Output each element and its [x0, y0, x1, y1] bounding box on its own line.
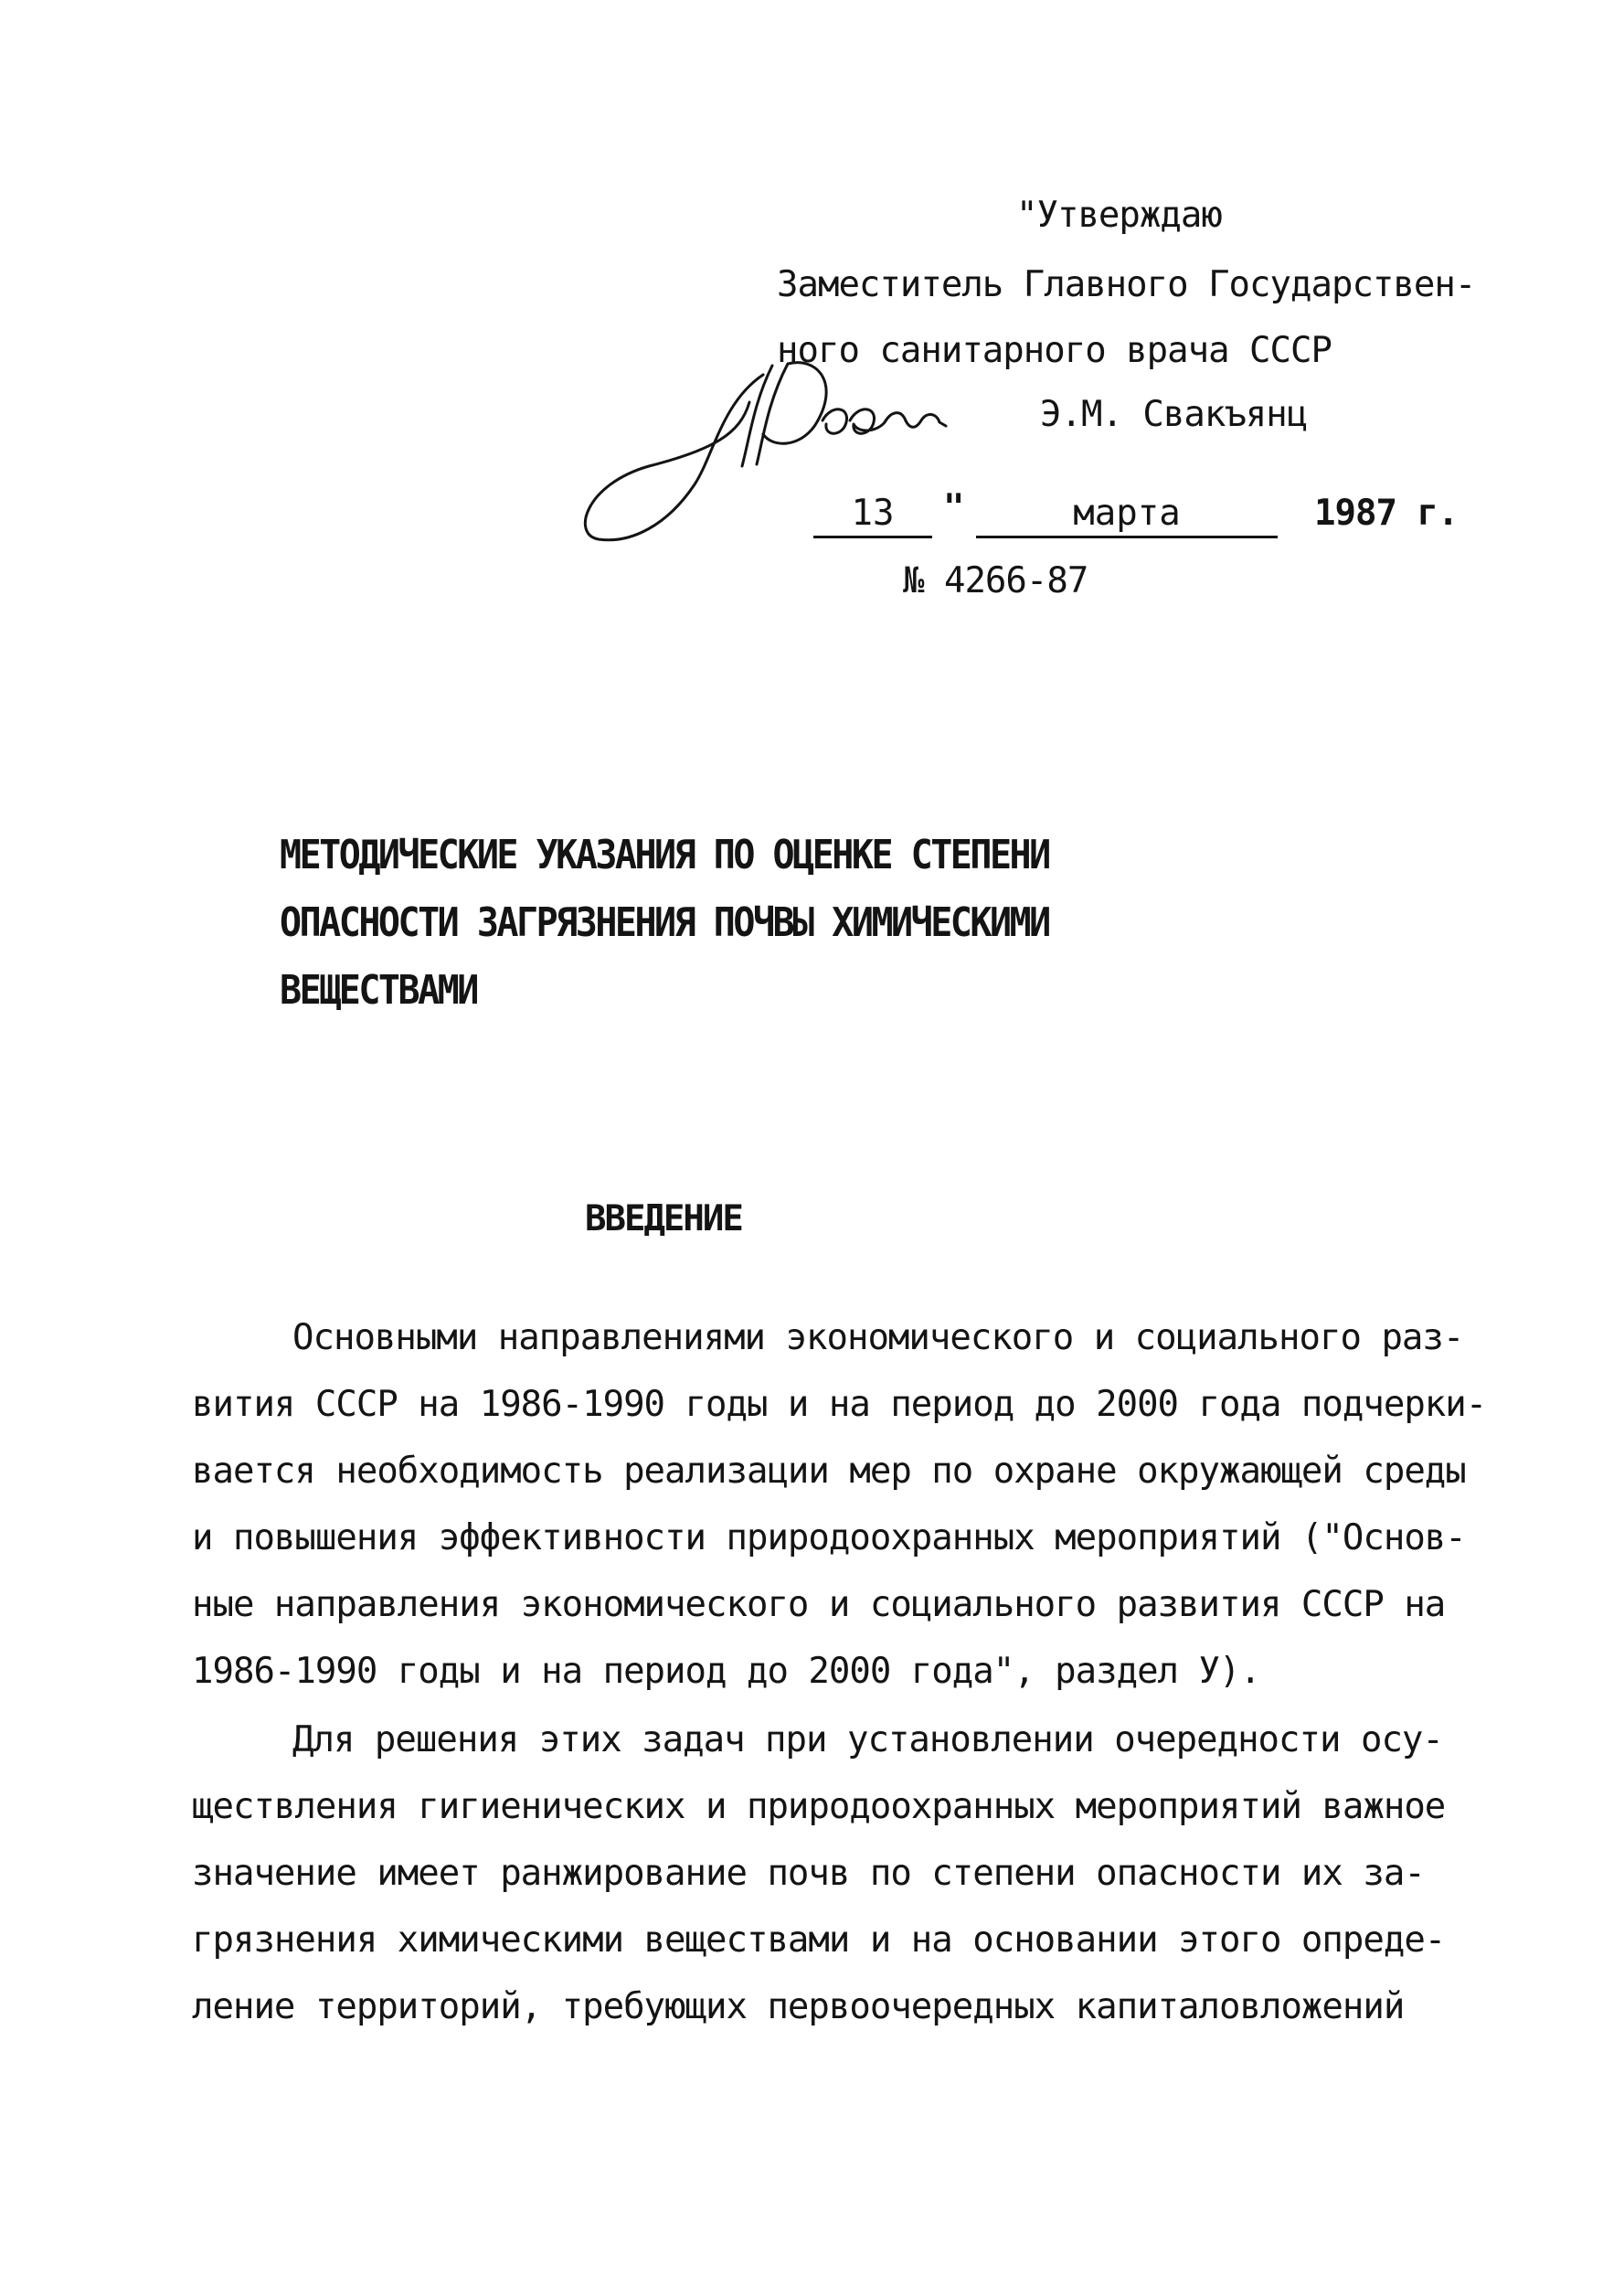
body-line: ные направления экономического и социального развития СССР на [192, 1584, 1446, 1625]
body-line: грязнения химическими веществами и на основании этого опреде- [192, 1919, 1446, 1961]
document-title-line1: МЕТОДИЧЕСКИЕ УКАЗАНИЯ ПО ОЦЕНКЕ СТЕПЕНИ [280, 833, 1049, 878]
body-line: Для решения этих задач при установлении очередности осу- [292, 1719, 1443, 1760]
approval-number: № 4266-87 [903, 560, 1088, 601]
document-title-line3: ВЕЩЕСТВАМИ [280, 968, 477, 1014]
body-line: и повышения эффективности природоохранных мероприятий ("Основ- [192, 1517, 1466, 1558]
document-title-line2: ОПАСНОСТИ ЗАГРЯЗНЕНИЯ ПОЧВЫ ХИМИЧЕСКИМИ [280, 900, 1049, 946]
approval-quote-mark: " [943, 487, 964, 528]
body-line: ществления гигиенических и природоохранных мероприятий важное [192, 1786, 1446, 1827]
approval-day: 13 [813, 492, 932, 538]
section-heading: ВВЕДЕНИЕ [585, 1198, 742, 1239]
handwritten-signature [576, 347, 1014, 567]
body-line: вития СССР на 1986-1990 годы и на период до 2000 года подчерки- [192, 1384, 1487, 1425]
body-line: значение имеет ранжирование почв по степени опасности их за- [192, 1853, 1425, 1894]
approval-month: марта [976, 492, 1278, 538]
approval-name: Э.М. Свакъянц [1040, 394, 1308, 435]
approval-year: 1987 г. [1314, 493, 1459, 534]
body-line: ление территорий, требующих первоочередных капиталовложений [192, 1986, 1405, 2027]
approval-position-line2: ного санитарного врача СССР [777, 330, 1332, 371]
body-line: Основными направлениями экономического и социального раз- [292, 1317, 1464, 1358]
body-line: 1986-1990 годы и на период до 2000 года", раздел У). [192, 1651, 1260, 1692]
approval-heading: "Утверждаю [1016, 195, 1222, 236]
approval-position-line1: Заместитель Главного Государствен- [777, 264, 1476, 305]
body-line: вается необходимость реализации мер по охране окружающей среды [192, 1451, 1466, 1492]
